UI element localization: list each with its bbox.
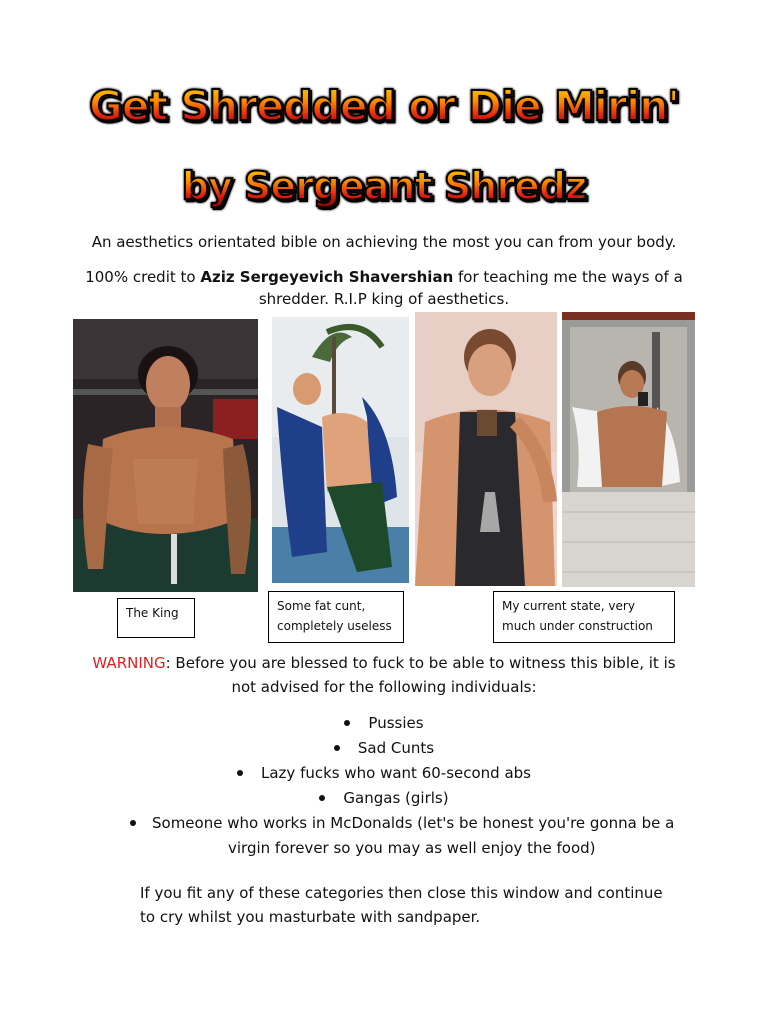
list-item [0, 761, 768, 786]
caption-fat-guy: Some fat cunt, completely useless [268, 591, 404, 643]
warning-text [90, 651, 678, 699]
bullet-icon [334, 745, 340, 751]
intro-text: An aesthetics orientated bible on achieving the most you can from your body. [91, 233, 677, 251]
list-item-text-continued: virgin forever so you may as well enjoy the food) [228, 839, 596, 857]
list-item [0, 811, 768, 861]
photo-the-king [73, 319, 258, 592]
photo-fat-guy [272, 317, 409, 583]
bullet-icon [344, 720, 350, 726]
list-item-text: Pussies [368, 714, 424, 732]
document-title [0, 82, 768, 130]
list-item-text: Sad Cunts [357, 739, 435, 757]
credit-text [60, 266, 708, 308]
credit-prefix: 100% credit to [85, 268, 201, 286]
photo-tank-top [415, 312, 557, 586]
list-item-text: Gangas (girls) [343, 789, 449, 807]
list-item-text: Lazy fucks who want 60-second abs [261, 764, 531, 782]
credit-suffix: for teaching me the ways of a shredder. R.I.P king of aesthetics. [258, 268, 683, 308]
list-item [0, 786, 768, 811]
list-item [0, 711, 768, 736]
caption-the-king: The King [117, 598, 195, 638]
document-byline [0, 164, 768, 208]
list-item-text: Someone who works in McDonalds (let's be honest you're gonna be a [152, 814, 675, 832]
credit-name: Aziz Sergeyevich Shavershian [200, 268, 454, 286]
bullet-icon [130, 820, 136, 826]
warning-label: WARNING [92, 654, 166, 672]
caption-current-state: My current state, very much under construction [493, 591, 675, 643]
excluded-individuals-list [0, 711, 768, 861]
bullet-icon [237, 770, 243, 776]
bullet-icon [319, 795, 325, 801]
closing-text: If you fit any of these categories then close this window and continue to cry whilst you masturbate with sandpaper. [140, 884, 663, 926]
document-title-text: Get Shredded or Die Mirin' [89, 82, 679, 130]
photo-current-state [562, 312, 695, 587]
document-byline-text: by Sergeant Shredz [181, 164, 587, 208]
warning-body: : Before you are blessed to fuck to be able to witness this bible, it is not advised for the following individuals: [165, 654, 676, 696]
list-item [0, 736, 768, 761]
